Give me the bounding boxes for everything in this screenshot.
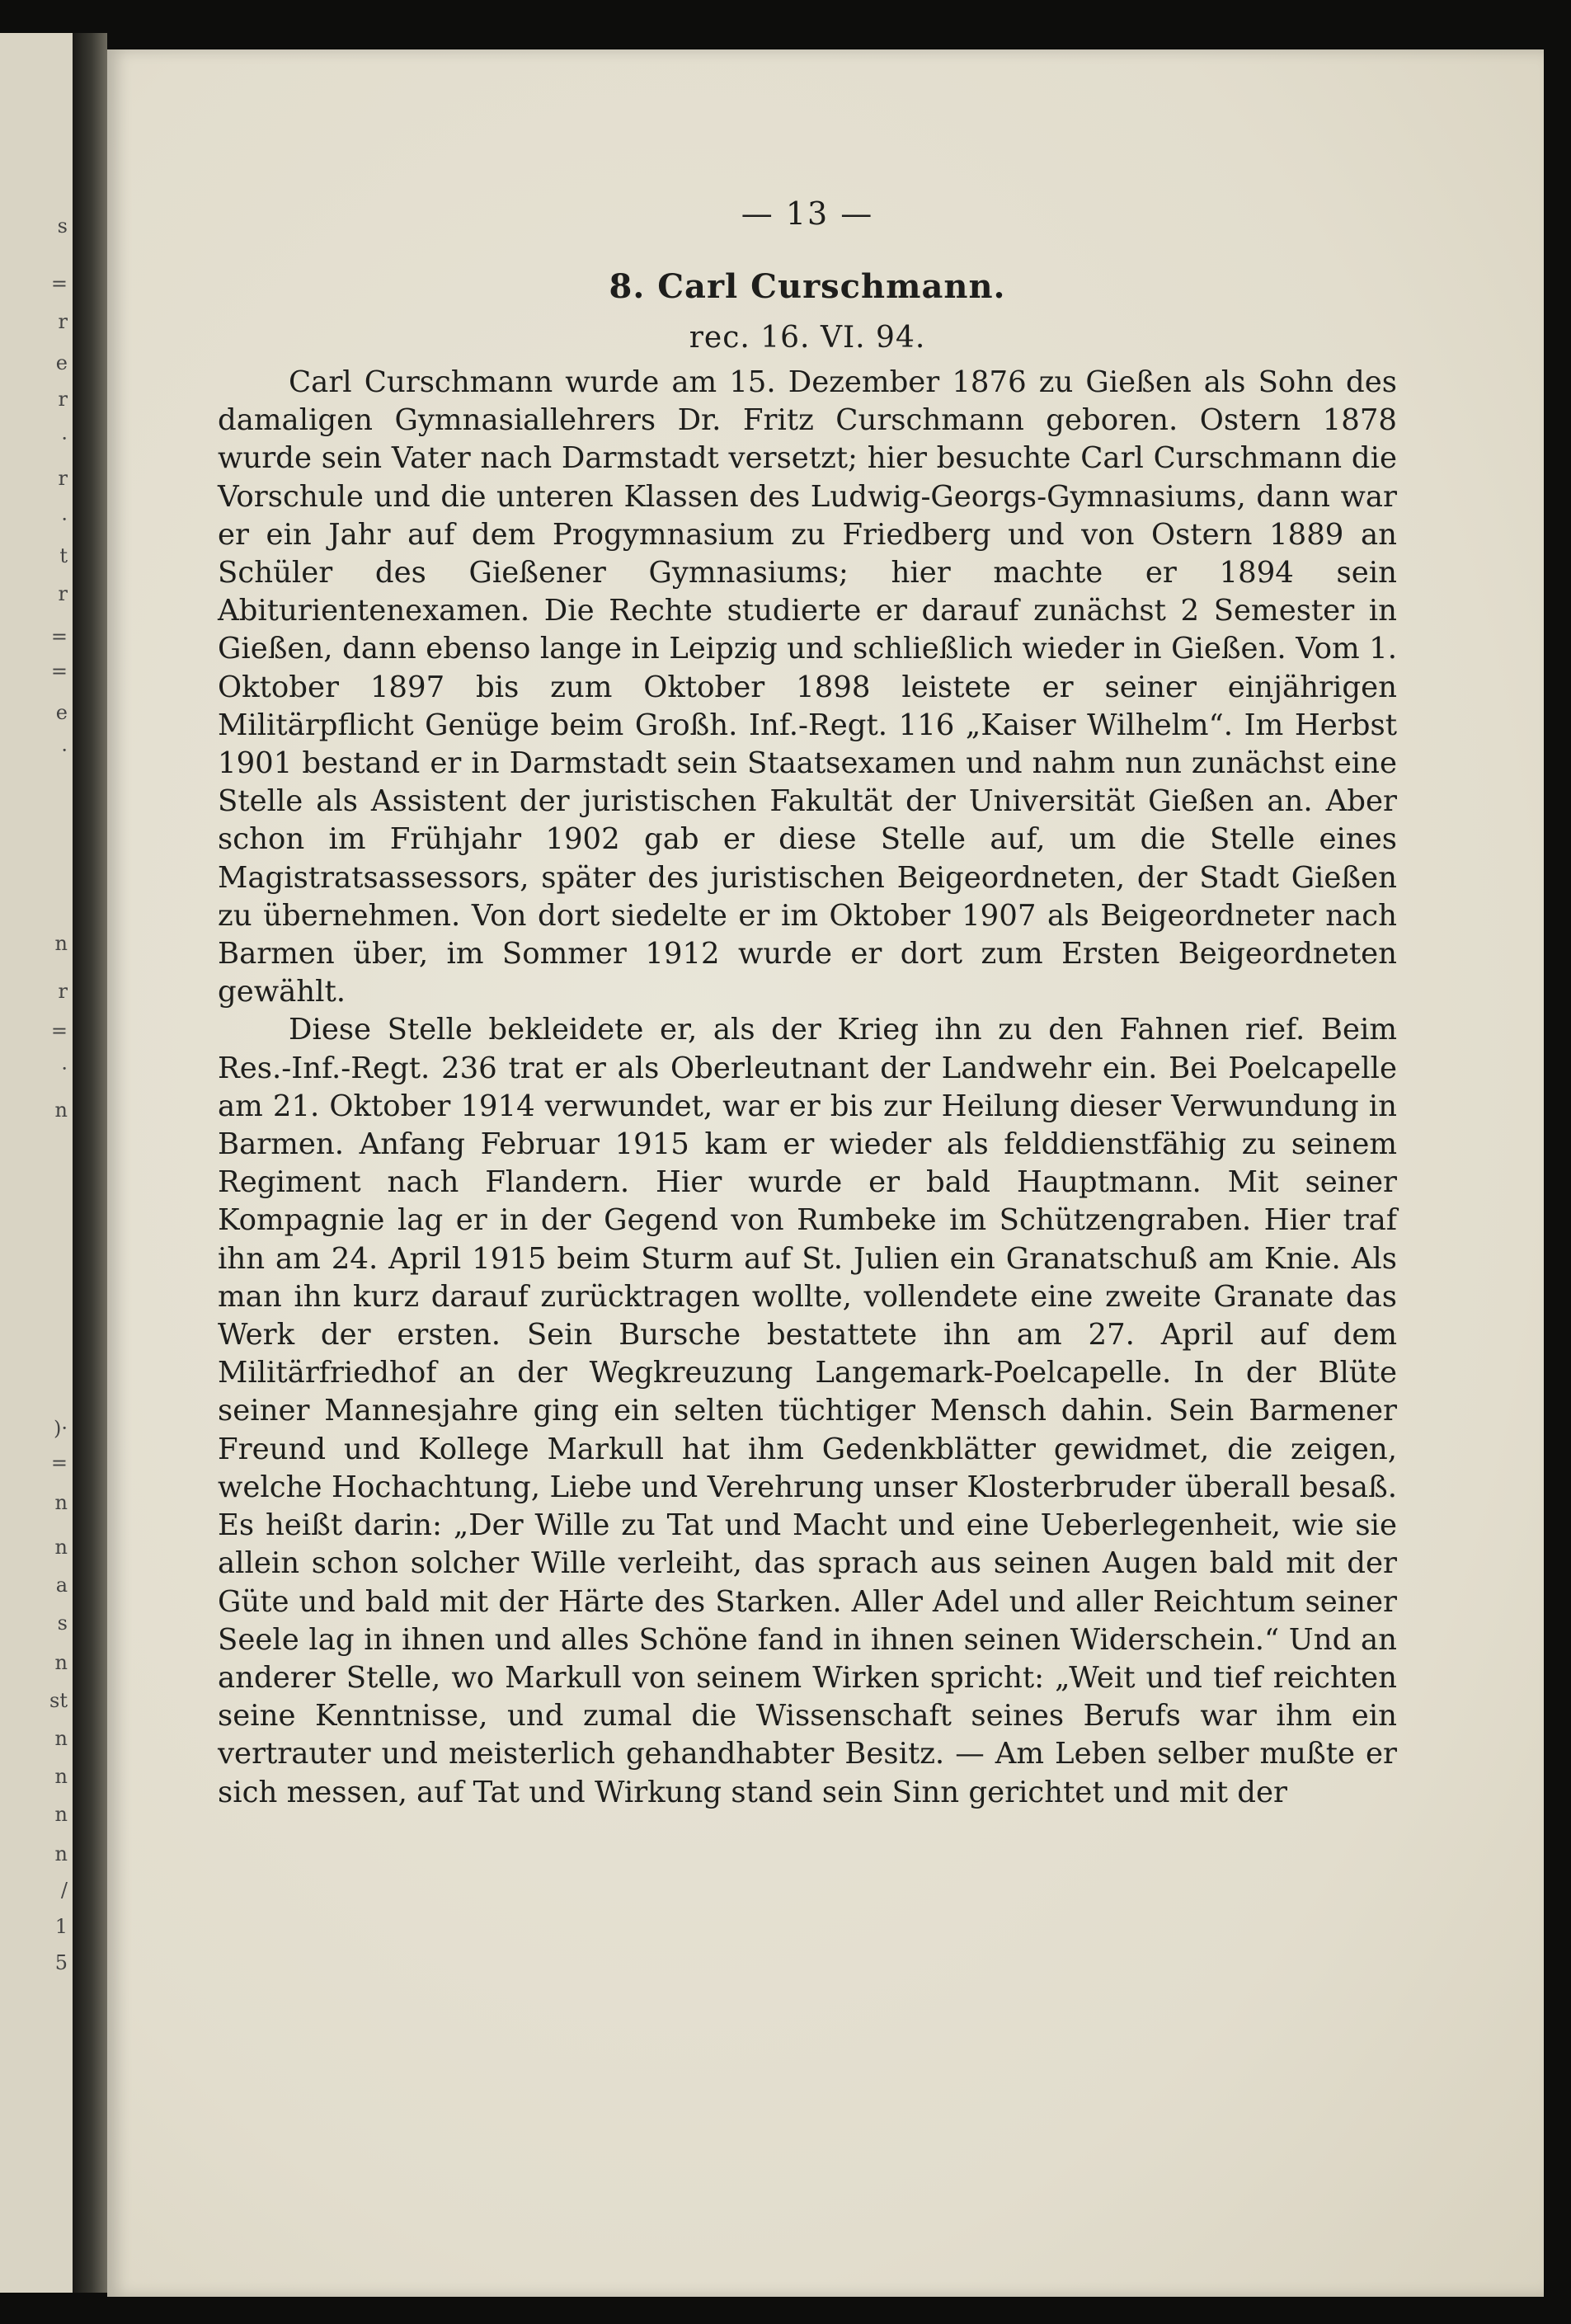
margin-fragment: r (58, 310, 68, 333)
margin-fragment: n (54, 932, 68, 955)
page-number: — 13 — (741, 195, 874, 232)
margin-fragment: · (61, 427, 68, 450)
margin-fragment: n (54, 1842, 68, 1865)
margin-fragment: r (58, 388, 68, 411)
margin-fragment: n (54, 1536, 68, 1559)
margin-fragment: s (57, 1611, 68, 1635)
margin-fragment: · (61, 1057, 68, 1080)
margin-fragment: r (58, 582, 68, 605)
margin-fragment: 5 (54, 1951, 68, 1974)
margin-fragment: n (54, 1651, 68, 1674)
margin-fragment: s (57, 214, 68, 238)
page-text-block (218, 194, 1397, 1812)
margin-fragment: · (61, 508, 68, 531)
paragraph-war-service: Diese Stelle bekleidete er, als der Krieg ihn zu den Fahnen rief. Beim Res.-Inf.-Regt. 236 trat er als Oberleutnant der Landwehr ein. Bei Poelcapelle am 21. Oktober 1914 verwundet, war er bis zur Heilung dieser Verwundung in Barmen. Anfang Februar 1915 kam er wieder als felddienstfähig zu seinem Regiment nach Flandern. Hier wurde er bald Hauptmann. Mit seiner Kompagnie lag er in der Gegend von Rumbeke im Schützengraben. Hier traf ihn am 24. April 1915 beim Sturm auf St. Julien ein Granatschuß am Knie. Als man ihn kurz darauf zurücktragen wollte, vollendete eine zweite Granate das Werk der ersten. Sein Bursche bestattete ihn am 27. April auf dem Militärfriedhof an der Wegkreuzung Langemark-Poelcapelle. In der Blüte seiner Mannesjahre ging ein selten tüchtiger Mensch dahin. Sein Barmener Freund und Kollege Markull hat ihm Gedenkblätter gewidmet, die zeigen, welche Hochachtung, Liebe und Verehrung unser Klosterbruder überall besaß. Es heißt darin: „Der Wille zu Tat und Macht und eine Ueberlegenheit, wie sie allein schon solcher Wille verleiht, das sprach aus seinen Augen bald mit der Güte und bald mit der Härte des Starken. Aller Adel und aller Reichtum seiner Seele lag in ihnen und alles Schöne fand in ihnen seinen Widerschein.“ Und an anderer Stelle, wo Markull von seinem Wirken spricht: „Weit und tief reichten seine Kenntnisse, und zumal die Wissenschaft seines Berufs war ihm ein vertrauter und meisterlich gehandhabter Besitz. — Am Leben selber mußte er sich messen, auf Tat und Wirkung stand sein Sinn gerichtet und mit der (218, 1013, 1397, 1809)
margin-fragment: r (58, 980, 68, 1003)
margin-fragment: = (50, 272, 68, 295)
facing-page-edge (0, 33, 74, 2293)
margin-fragment: e (55, 351, 68, 374)
margin-fragment: )· (54, 1417, 68, 1440)
book-gutter (73, 33, 107, 2293)
margin-fragment: n (54, 1491, 68, 1514)
margin-fragment: = (50, 1451, 68, 1475)
margin-fragment: / (60, 1879, 68, 1902)
margin-fragment: n (54, 1098, 68, 1122)
margin-fragment: r (58, 467, 68, 490)
margin-fragment: n (54, 1803, 68, 1826)
margin-fragment: · (61, 739, 68, 762)
margin-fragment: n (54, 1765, 68, 1788)
margin-fragment: 1 (54, 1915, 68, 1938)
margin-fragment: = (50, 1019, 68, 1042)
paragraph-biography: Carl Curschmann wurde am 15. Dezember 1876 zu Gießen als Sohn des damaligen Gymnasiallehrers Dr. Fritz Curschmann geboren. Ostern 1878 wurde sein Vater nach Darmstadt versetzt; hier besuchte Carl Curschmann die Vorschule und die unteren Klassen des Ludwig-Georgs-Gymnasiums, dann war er ein Jahr auf dem Progymnasium zu Friedberg und von Ostern 1889 an Schüler des Gießener Gymnasiums; hier machte er 1894 sein Abiturientenexamen. Die Rechte studierte er darauf zunächst 2 Semester in Gießen, dann ebenso lange in Leipzig und schließlich wieder in Gießen. Vom 1. Oktober 1897 bis zum Oktober 1898 leistete er seiner einjährigen Militärpflicht Genüge beim Großh. Inf.-Regt. 116 „Kaiser Wilhelm“. Im Herbst 1901 bestand er in Darmstadt sein Staatsexamen und nahm nun zunächst eine Stelle als Assistent der juristischen Fakultät der Universität Gießen an. Aber schon im Frühjahr 1902 gab er diese Stelle auf, um die Stelle eines Magistratsassessors, später des juristischen Beigeordneten, der Stadt Gießen zu übernehmen. Von dort siedelte er im Oktober 1907 als Beigeordneter nach Barmen über, im Sommer 1912 wurde er dort zum Ersten Beigeordneten gewählt. (218, 365, 1397, 1009)
margin-fragment: = (50, 660, 68, 683)
section-heading: 8. Carl Curschmann. (609, 267, 1006, 306)
margin-fragment: e (55, 701, 68, 724)
margin-fragment: n (54, 1727, 68, 1750)
book-page (107, 49, 1544, 2297)
received-note: rec. 16. VI. 94. (689, 321, 926, 355)
margin-fragment: = (50, 625, 68, 648)
margin-fragment: st (49, 1689, 68, 1712)
margin-fragment: a (55, 1574, 68, 1597)
margin-fragment: t (59, 544, 68, 567)
